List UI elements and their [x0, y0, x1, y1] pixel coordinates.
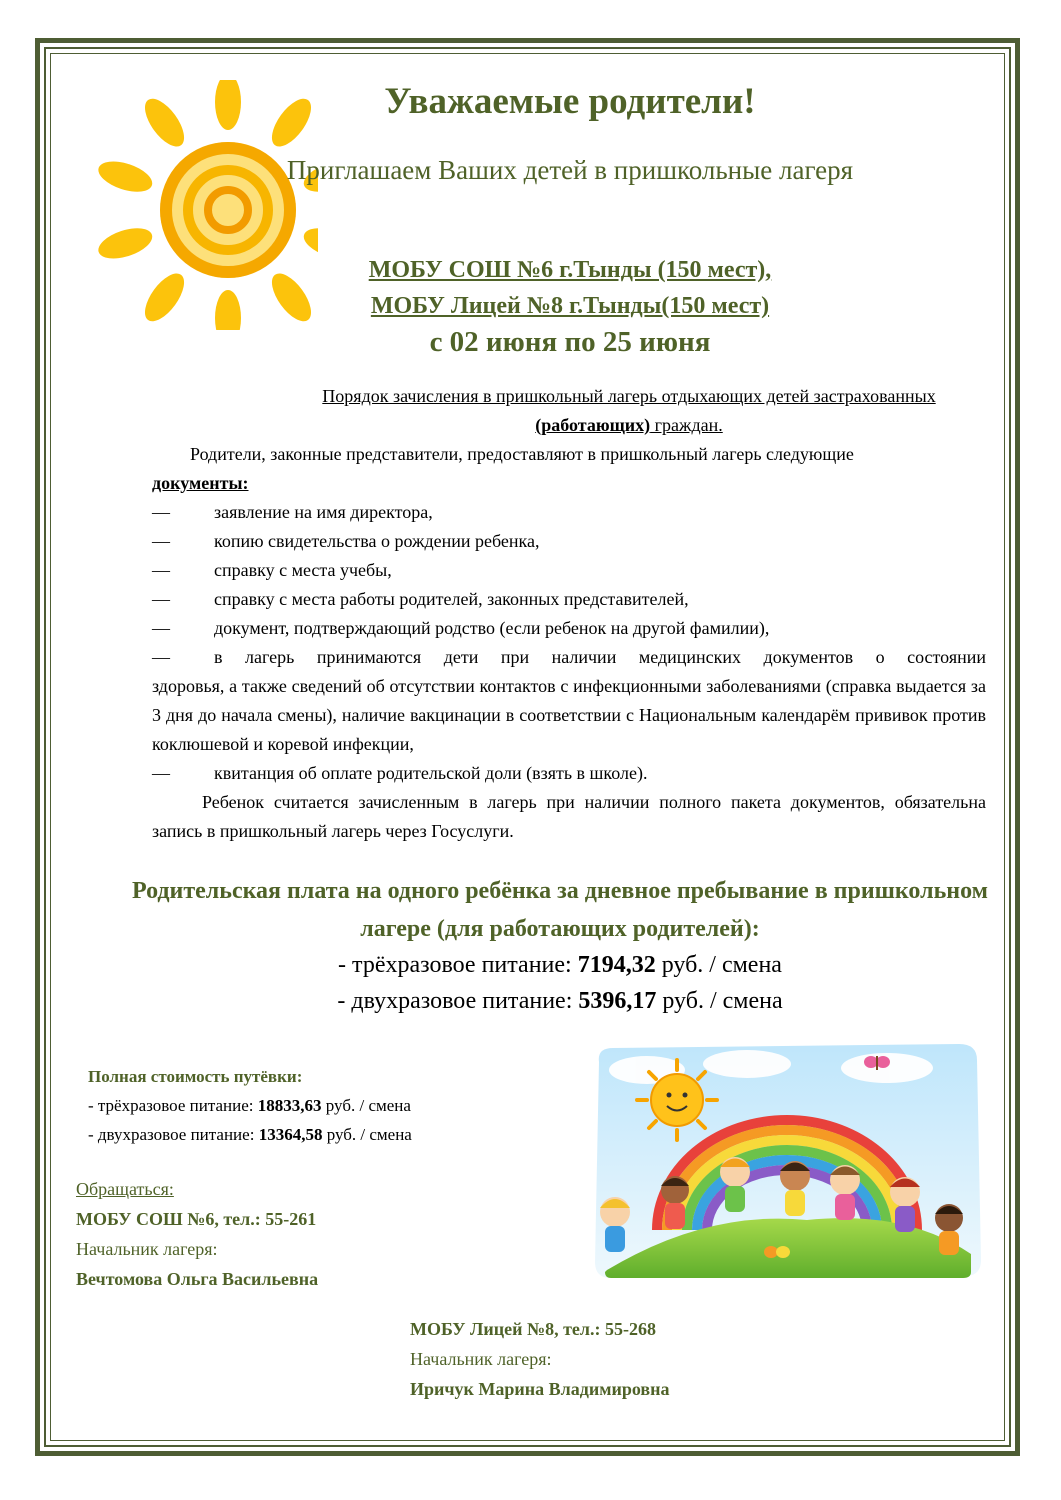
full-cost-three-meals: - трёхразовое питание: 18833,63 руб. / смена: [88, 1096, 411, 1115]
full-cost-two-meals: - двухразовое питание: 13364,58 руб. / смена: [88, 1125, 412, 1144]
full-cost-block: [88, 1062, 548, 1149]
enrollment-closing: Ребенок считается зачисленным в лагерь при наличии полного пакета документов, обязательна запись в пришкольный лагерь через Госуслуги.: [152, 792, 986, 841]
enrollment-procedure: [152, 382, 986, 846]
list-item: — квитанция об оплате родительской доли (взять в школе).: [152, 763, 648, 783]
medical-details: здоровья, а также сведений об отсутствии контактов с инфекционными заболеваниями (справка выдается за 3 дня до начала смены), наличие вакцинации в соответствии с Национальным календарём прививок против коклюшевой и коревой инфекции,: [152, 676, 986, 754]
documents-label: документы:: [152, 473, 249, 493]
contacts-block: [76, 1174, 556, 1294]
school-6-camp: МОБУ СОШ №6 г.Тынды (150 мест),: [368, 257, 772, 283]
school-6-camp-head: Вечтомова Ольга Васильевна: [76, 1269, 319, 1289]
list-item: — документ, подтверждающий родство (если ребенок на другой фамилии),: [152, 618, 770, 638]
invitation-subtitle: Приглашаем Ваших детей в пришкольные лагеря: [286, 155, 854, 185]
fee-three-meals: - трёхразовое питание: 7194,32 руб. / смена: [338, 952, 782, 978]
list-item: — заявление на имя директора,: [152, 502, 433, 522]
kids-rainbow-illustration: [587, 1040, 987, 1294]
lyceum-8-contact: МОБУ Лицей №8, тел.: 55-268: [410, 1319, 656, 1339]
lyceum-8-role: Начальник лагеря:: [410, 1349, 552, 1369]
school-6-role: Начальник лагеря:: [76, 1239, 218, 1259]
camp-locations: [250, 252, 890, 324]
camp-dates: с 02 июня по 25 июня: [429, 326, 711, 358]
fee-two-meals: - двухразовое питание: 5396,17 руб. / смена: [337, 988, 783, 1014]
full-cost-heading: Полная стоимость путёвки:: [88, 1067, 303, 1086]
lyceum-8-camp: МОБУ Лицей №8 г.Тынды(150 мест): [370, 293, 770, 319]
procedure-heading: Порядок зачисления в пришкольный лагерь отдыхающих детей застрахованных (работающих) граждан.: [322, 386, 936, 435]
lyceum-contact-block: [410, 1314, 890, 1404]
lyceum-8-camp-head: Иричук Марина Владимировна: [410, 1379, 670, 1399]
list-item: — копию свидетельства о рождении ребенка,: [152, 531, 540, 551]
page-title: Уважаемые родители!: [384, 81, 756, 122]
school-6-contact: МОБУ СОШ №6, тел.: 55-261: [76, 1209, 317, 1229]
contacts-label: Обращаться:: [76, 1179, 174, 1199]
list-item: — справку с места учебы,: [152, 560, 392, 580]
parent-fee-heading: Родительская плата на одного ребёнка за дневное пребывание в пришкольном лагере (для работающих родителей):: [132, 878, 988, 942]
documents-intro: Родители, законные представители, предоставляют в пришкольный лагерь следующие: [190, 444, 854, 464]
list-item: — справку с места работы родителей, законных представителей,: [152, 589, 689, 609]
list-item-medical: — в лагерь принимаются дети при наличии медицинских документов о состоянии: [152, 647, 986, 667]
